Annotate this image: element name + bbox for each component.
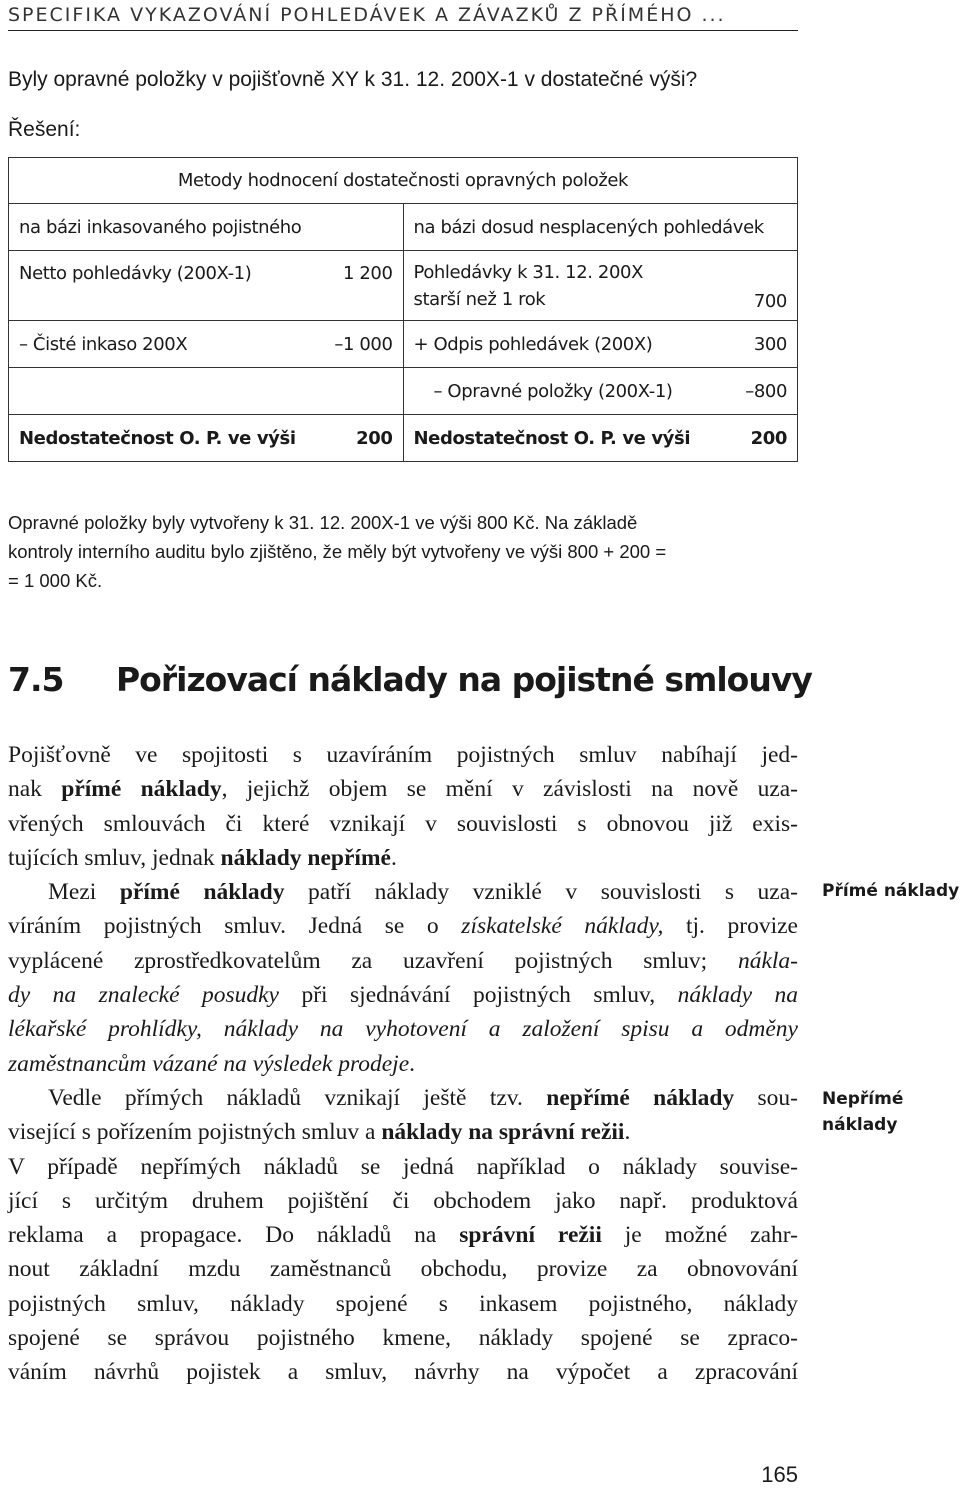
table-row <box>9 415 798 462</box>
margin-note-line: Nepřímé <box>822 1089 904 1109</box>
table-row <box>9 251 798 321</box>
body-line: váním návrhů pojistek a smluv, návrhy na výpočet a zpracování <box>8 1359 798 1386</box>
column-header-right: na bázi dosud nesplacených pohledávek <box>403 204 798 251</box>
body-line: nout základní mzdu zaměstnanců obchodu, provize za obnovování <box>8 1256 798 1283</box>
table-title-row <box>9 158 798 204</box>
table-title: Metody hodnocení dostatečnosti opravných položek <box>9 158 798 204</box>
body-line: nak přímé náklady, jejichž objem se mění v závislosti na nově uza- <box>8 776 799 803</box>
table-cell-label: Nedostatečnost O. P. ve výši <box>403 415 707 462</box>
table-cell-label: Netto pohledávky (200X-1) <box>9 251 313 321</box>
section-number: 7.5 <box>8 660 64 699</box>
conclusion-line: Opravné položky byly vytvořeny k 31. 12. 200X-1 ve výši 800 Kč. Na základě <box>8 512 638 533</box>
question-text: Byly opravné položky v pojišťovně XY k 31. 12. 200X-1 v dostatečné výši? <box>8 68 698 91</box>
table-cell-value: 200 <box>707 415 798 462</box>
body-line: jící s určitým druhem pojištění či obchodem jako např. produktová <box>8 1187 798 1214</box>
table-cell-label-line: starší než 1 rok <box>413 288 546 310</box>
table-cell-label <box>403 251 707 321</box>
term-admin-overhead: správní režii <box>459 1222 602 1249</box>
margin-note-indirect-costs <box>822 1086 960 1138</box>
term-direct-costs: přímé náklady <box>119 879 285 906</box>
table-cell-value: –800 <box>707 368 798 415</box>
term-direct-costs: přímé náklady <box>61 776 222 803</box>
page-number: 165 <box>761 1462 798 1487</box>
table-cell-label: – Čisté inkaso 200X <box>9 321 313 368</box>
column-header-left: na bázi inkasovaného pojistného <box>9 204 404 251</box>
conclusion-line: = 1 000 Kč. <box>8 570 103 591</box>
term-admin-overhead: náklady na správní režii <box>381 1119 625 1146</box>
table-header-row <box>9 204 798 251</box>
margin-note-line: náklady <box>822 1115 898 1135</box>
table-row <box>9 321 798 368</box>
body-line: reklama a propagace. Do nákladů na správní režii je možné zahr- <box>8 1222 798 1249</box>
term-acquisition-costs: získatelské náklady, <box>461 913 664 940</box>
body-line: zaměstnancům vázané na výsledek prodeje. <box>8 1050 415 1077</box>
body-line: Vedle přímých nákladů vznikají ještě tzv. nepřímé náklady sou- <box>48 1084 798 1111</box>
section-title: Pořizovací náklady na pojistné smlouvy <box>116 660 812 699</box>
body-line: V případě nepřímých nákladů se jedná například o náklady souvise- <box>8 1153 798 1180</box>
margin-note-direct-costs: Přímé náklady <box>822 881 960 901</box>
table-row <box>9 368 798 415</box>
methods-table <box>8 157 798 462</box>
body-line: vřených smlouvách či které vznikají v souvislosti s obnovou již exis- <box>8 810 798 837</box>
table-cell-value <box>313 368 404 415</box>
table-cell-label: + Odpis pohledávek (200X) <box>403 321 707 368</box>
table-cell-label <box>9 368 313 415</box>
term-indirect-costs: nepřímé náklady <box>546 1084 735 1111</box>
body-line: visející s pořízením pojistných smluv a náklady na správní režii. <box>8 1119 631 1146</box>
body-line: vyplácené zprostředkovatelům za uzavření pojistných smluv; nákla- <box>8 947 798 974</box>
table-cell-value: –1 000 <box>313 321 404 368</box>
body-line: spojené se správou pojistného kmene, náklady spojené se zpraco- <box>8 1325 798 1352</box>
conclusion-line: kontroly interního auditu bylo zjištěno, že měly být vytvořeny ve výši 800 + 200 = <box>8 541 667 562</box>
running-header: SPECIFIKA VYKAZOVÁNÍ POHLEDÁVEK A ZÁVAZKŮ Z PŘÍMÉHO ... <box>8 4 798 31</box>
body-line: pojistných smluv, náklady spojené s inkasem pojistného, náklady <box>8 1290 798 1317</box>
term-indirect-costs: náklady nepřímé <box>220 844 391 871</box>
table-cell-label-line: Pohledávky k 31. 12. 200X <box>413 261 644 283</box>
table-cell-value: 300 <box>707 321 798 368</box>
table-cell-value: 700 <box>707 251 798 321</box>
table-cell-value: 1 200 <box>313 251 404 321</box>
body-text <box>8 738 798 1390</box>
table-cell-value: 200 <box>313 415 404 462</box>
body-line: dy na znalecké posudky při sjednávání pojistných smluv, náklady na <box>8 982 798 1009</box>
body-line: víráním pojistných smluv. Jedná se o získatelské náklady, tj. provize <box>8 913 798 940</box>
solution-label: Řešení: <box>8 118 81 141</box>
table-cell-label: – Opravné položky (200X-1) <box>403 368 707 415</box>
body-line: lékařské prohlídky, náklady na vyhotovení a založení spisu a odměny <box>8 1016 798 1043</box>
table-cell-label: Nedostatečnost O. P. ve výši <box>9 415 313 462</box>
section-heading <box>8 660 812 699</box>
conclusion-paragraph <box>8 508 798 595</box>
body-line: Mezi přímé náklady patří náklady vzniklé v souvislosti s uza- <box>48 879 798 906</box>
body-line: Pojišťovně ve spojitosti s uzavíráním pojistných smluv nabíhají jed- <box>8 742 798 768</box>
body-line: tujících smluv, jednak náklady nepřímé. <box>8 844 397 871</box>
